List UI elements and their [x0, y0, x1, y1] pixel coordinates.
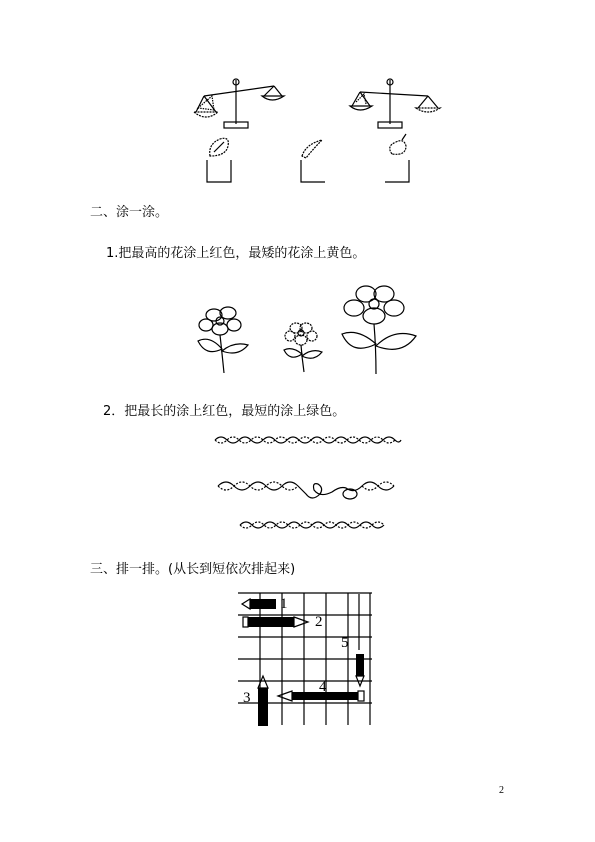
pencil-2[interactable]	[242, 616, 310, 628]
answer-box-1[interactable]	[206, 160, 232, 184]
grid-vertical-line-tail	[356, 594, 362, 652]
pencil-label-1: 1	[280, 596, 288, 612]
pencil-5[interactable]	[354, 652, 366, 688]
pencil-1[interactable]	[240, 598, 280, 610]
answer-box-2[interactable]	[300, 160, 326, 184]
balance-scale-right-illustration	[350, 72, 450, 132]
rope-bottom-icon[interactable]	[238, 518, 388, 532]
section-2-heading: 二、涂一涂。	[90, 205, 169, 220]
balance-scale-left-illustration	[190, 72, 290, 132]
rope-middle-icon[interactable]	[216, 474, 398, 504]
pencil-3[interactable]	[256, 674, 270, 728]
section-3-heading: 三、排一排。(从长到短依次排起来)	[90, 562, 296, 577]
flower-tall-icon[interactable]	[336, 284, 420, 376]
answer-box-3[interactable]	[384, 160, 410, 184]
pencil-label-5: 5	[341, 635, 349, 651]
flower-medium-icon[interactable]	[194, 305, 254, 375]
pencil-label-3: 3	[243, 690, 251, 706]
task-2-instruction: 2．把最长的涂上红色，最短的涂上绿色。	[103, 404, 346, 419]
pencil-label-4: 4	[319, 679, 327, 695]
fruit-pear-icon	[386, 134, 410, 158]
rope-top-icon[interactable]	[213, 433, 403, 447]
task-1-instruction: 1.把最高的花涂上红色，最矮的花涂上黄色。	[106, 246, 366, 261]
fruit-mango-icon	[206, 136, 232, 160]
flower-small-icon[interactable]	[280, 320, 326, 374]
page-number: 2	[499, 785, 504, 796]
fruit-banana-icon	[300, 138, 326, 160]
pencil-label-2: 2	[315, 614, 323, 630]
